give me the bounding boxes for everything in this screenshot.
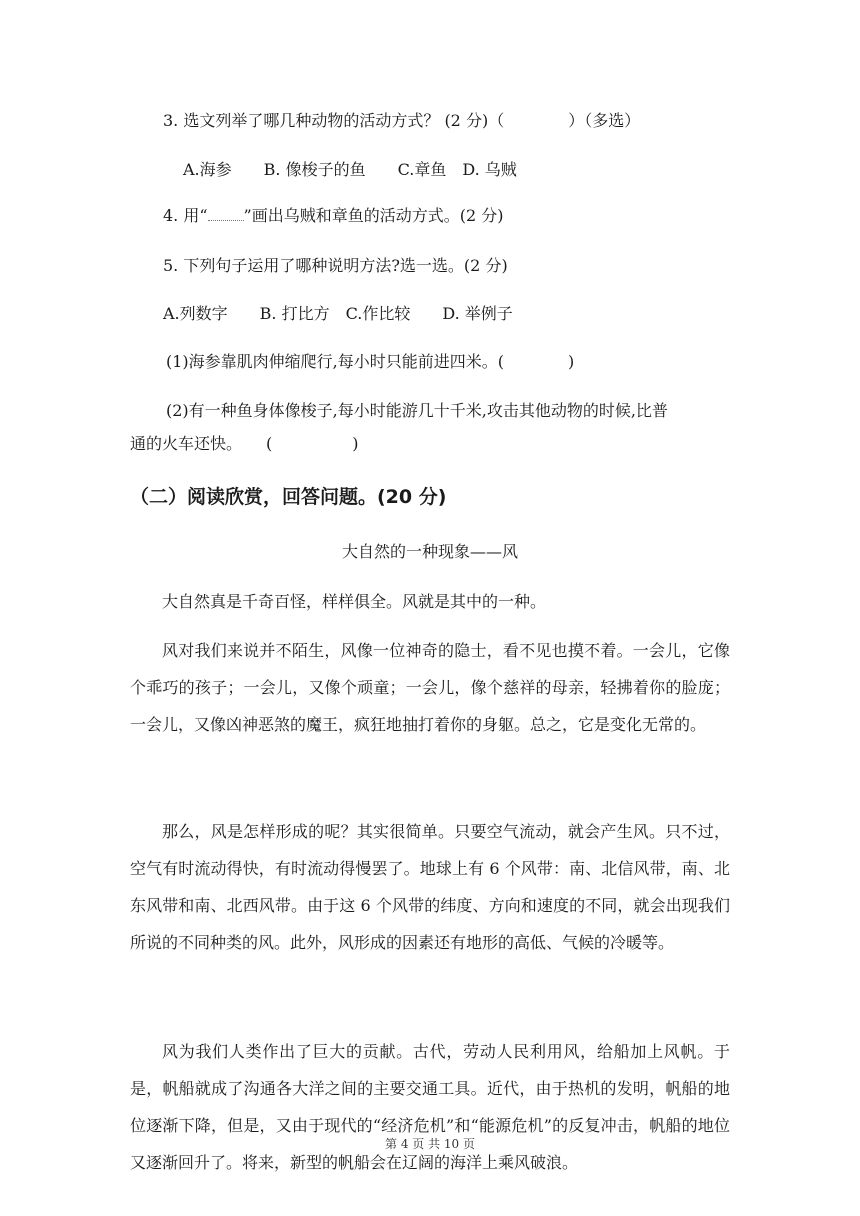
question-4-suffix: ”画出乌贼和章鱼的活动方式。(2 分) xyxy=(243,206,504,225)
passage-paragraph-4: 风为我们人类作出了巨大的贡献。古代，劳动人民利用风，给船加上风帆。于是，帆船就成了沟通各大洋之间的主要交通工具。近代，由于热机的发明，帆船的地位逐渐下降，但是，又由于现代的“经济危机”和“能源危机”的反复冲击，帆船的地位又逐渐回升了。将来，新型的帆船会在辽阔的海洋上乘风破浪。 xyxy=(130,1042,730,1172)
passage-paragraph-2: 风对我们来说并不陌生，风像一位神奇的隐士，看不见也摸不着。一会儿，它像个乖巧的孩子；一会儿，又像个顽童；一会儿，像个慈祥的母亲，轻拂着你的脸庞；一会儿，又像凶神恶煞的魔王，疯狂地抽打着你的身躯。总之，它是变化无常的。 xyxy=(130,641,730,734)
question-5-item-1: (1)海参靠肌肉伸缩爬行,每小时只能前进四米。( ) xyxy=(166,352,575,371)
passage-paragraph-1: 大自然真是千奇百怪，样样俱全。风就是其中的一种。 xyxy=(162,592,547,611)
question-5: 5. 下列句子运用了哪种说明方法?选一选。(2 分) xyxy=(163,256,508,275)
question-5-item-2-line-2: 通的火车还快。 ( ) xyxy=(130,434,359,453)
question-4 xyxy=(163,206,503,226)
page-footer: 第 4 页 共 10 页 xyxy=(385,1137,475,1151)
question-4-prefix: 4. 用“ xyxy=(163,206,208,225)
question-3: 3. 选文列举了哪几种动物的活动方式？ (2 分)（ ）（多选） xyxy=(163,111,641,130)
dotted-line-sample xyxy=(208,208,244,221)
passage-paragraph-3: 那么，风是怎样形成的呢？其实很简单。只要空气流动，就会产生风。只不过，空气有时流动得快，有时流动得慢罢了。地球上有 6 个风带：南、北信风带，南、北东风带和南、北西风带。由于这 6 个风带的纬度、方向和速度的不同，就会出现我们所说的不同种类的风。此外，风形成的因素还有地形的高低、气候的冷暖等。 xyxy=(130,822,730,952)
section-heading: （二）阅读欣赏，回答问题。(20 分) xyxy=(130,486,447,508)
question-3-options: A.海参 B. 像梭子的鱼 C.章鱼 D. 乌贼 xyxy=(183,160,517,179)
passage-title: 大自然的一种现象——风 xyxy=(341,542,518,561)
question-5-item-2-line-1: (2)有一种鱼身体像梭子,每小时能游几十千米,攻击其他动物的时候,比普 xyxy=(166,401,668,420)
question-5-options: A.列数字 B. 打比方 C.作比较 D. 举例子 xyxy=(163,304,513,323)
